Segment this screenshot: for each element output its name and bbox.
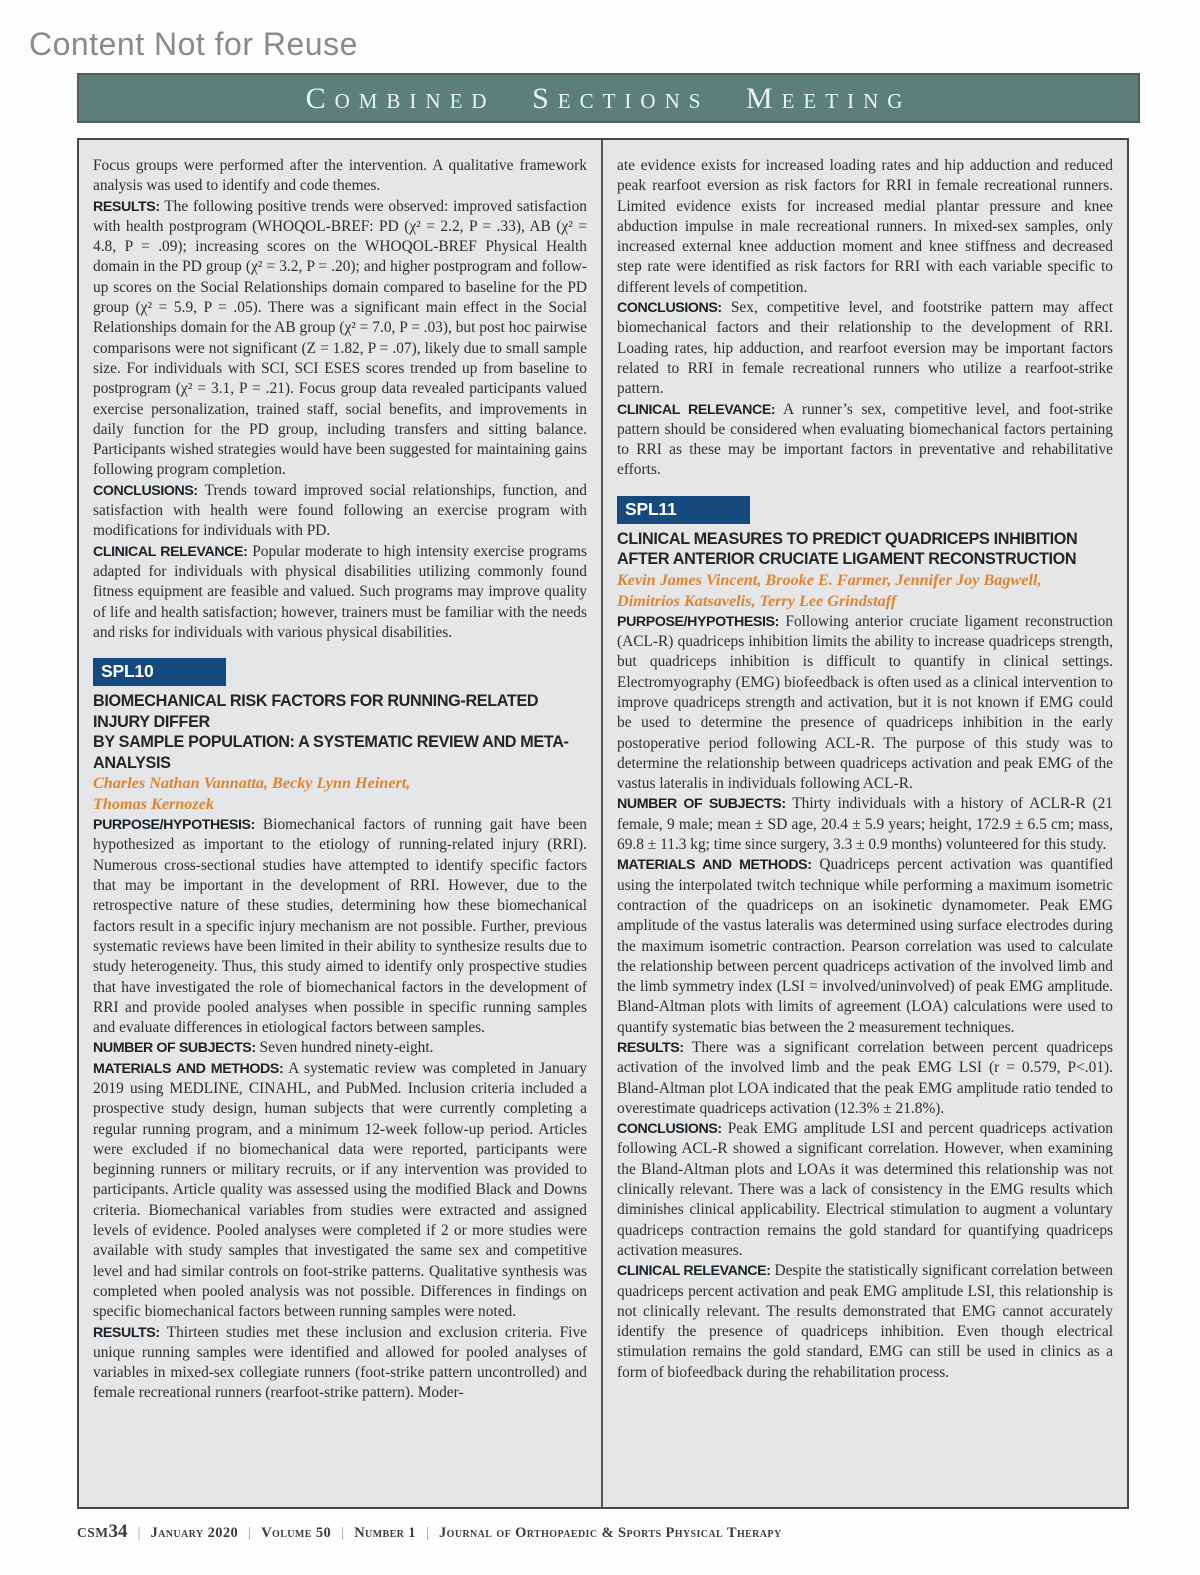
- footer-journal-title: Journal of Orthopaedic & Sports Physical Therapy: [438, 1525, 782, 1541]
- paragraph-text: Despite the statistically significant correlation between quadriceps percent activation and peak EMG amplitude LSI, this relationship is not clinically relevant. The results demonstrated that EMG cannot accurately identify the presence of quadriceps inhibition. Even though electrical stimulation remains the gold standard, EMG can still be used in clinics as a form of biofeedback during the rehabilitation process.: [617, 1262, 1113, 1381]
- abstract-id: SPL11: [625, 498, 677, 519]
- paragraph-text: The following positive trends were observed: improved satisfaction with health postprogram (WHOQOL-BREF: PD (χ² = 2.2, P = .33), AB (χ² = 4.8, P = .09); increasing scores on the WHOQOL-BREF Physical Health domain in the PD group (χ² = 3.2, P = .20); and higher postprogram and follow-up scores on the Social Relationships domain compared to baseline for the PD group (χ² = 5.9, P = .05). There was a significant main effect in the Social Relationships domain for the AB group (χ² = 7.0, P = .03), but post hoc pairwise comparisons were not significant (Z = 1.82, P = .07), likely due to small sample size. For individuals with SCI, SCI ESES scores trended up from baseline to postprogram (χ² = 3.1, P = .21). Focus group data revealed participants valued exercise personalization, trained staff, social benefits, and improvements in daily function for the PD group, including transfers and sitting balance. Participants wished strategies would have been suggested for maintaining gains following program completion.: [93, 197, 587, 479]
- abstract-title-line: AFTER ANTERIOR CRUCIATE LIGAMENT RECONSTRUCTION: [617, 550, 1077, 569]
- abstract-title-line: BY SAMPLE POPULATION: A SYSTEMATIC REVIEW AND META-ANALYSIS: [93, 733, 569, 772]
- abstract-id-badge-spl11: [617, 496, 750, 524]
- footer-separator: |: [425, 1525, 429, 1541]
- paragraph-text: A runner’s sex, competitive level, and foot-strike pattern should be considered when evaluating biomechanical factors pertaining to RRI as these may be important factors in preventative and rehabilitative efforts.: [617, 400, 1113, 479]
- section-label: CLINICAL RELEVANCE:: [617, 1263, 771, 1280]
- paragraph-text: Following anterior cruciate ligament reconstruction (ACL-R) quadriceps inhibition limits the ability to increase quadriceps strength, but quadriceps inhibition is difficult to quantify in clinical settings. Electromyography (EMG) biofeedback is often used as a clinical intervention to improve quadriceps strength and activation, but it is not known if EMG could be used to determine the presence of quadriceps inhibition in the early postoperative period following ACL-R. The purpose of this study was to determine the relationship between quadriceps activation and peak EMG of the vastus lateralis in individuals following ACL-R.: [617, 612, 1113, 793]
- abstract-title: [617, 529, 1113, 570]
- column-left: [79, 140, 603, 1507]
- paragraph-text: Peak EMG amplitude LSI and percent quadriceps activation following ACL-R showed a significant correlation. However, when examining the Bland-Altman plots and LOAs it was determined this relationship was not clinically relevant. There was a lack of consistency in the EMG results which diminishes clinical applicability. Electrical stimulation to augment a voluntary quadriceps contraction remains the gold standard for quantifying quadriceps activation measures.: [617, 1120, 1113, 1259]
- section-label: MATERIALS AND METHODS:: [93, 1060, 284, 1077]
- paragraph-text: Popular moderate to high intensity exercise programs adapted for individuals with physical disabilities utilizing commonly found fitness equipment are feasible and valued. Such programs may improve quality of life and health satisfaction; however, trainers must be familiar with the needs and risks for individuals with various physical disabilities.: [93, 542, 587, 641]
- section-label: NUMBER OF SUBJECTS:: [617, 796, 786, 813]
- author-line: Dimitrios Katsavelis, Terry Lee Grindstaff: [617, 591, 897, 610]
- paragraph-text: Biomechanical factors of running gait have been hypothesized as important to the etiology of running-related injury (RRI). Numerous cross-sectional studies have attempted to identify specific factors that may be important in the development of RRI. However, due to the retrospective nature of these studies, determining how these biomechanical factors result in a specific injury mechanism are not possible. Further, previous systematic reviews have been limited in their ability to synthesize results due to study heterogeneity. Thus, this study aimed to identify only prospective studies that have investigated the role of biomechanical factors in the development of RRI and provide pooled analyses when possible in specific running samples and evaluate differences in etiological factors between samples.: [93, 816, 587, 1037]
- paragraph-clinical-relevance: [93, 542, 587, 643]
- footer-number: Number 1: [354, 1525, 416, 1541]
- paragraph-text: Seven hundred ninety-eight.: [259, 1039, 434, 1057]
- section-label: RESULTS:: [617, 1039, 684, 1056]
- footer: [77, 1521, 782, 1543]
- section-label: CONCLUSIONS:: [617, 300, 722, 317]
- section-label: CONCLUSIONS:: [617, 1121, 722, 1138]
- paragraph-subjects: [93, 1038, 587, 1058]
- footer-page-num: 34: [108, 1521, 128, 1542]
- paragraph-subjects: [617, 794, 1113, 855]
- author-line: Kevin James Vincent, Brooke E. Farmer, Jennifer Joy Bagwell,: [617, 570, 1042, 589]
- section-label: NUMBER OF SUBJECTS:: [93, 1040, 256, 1057]
- footer-issue-date: January 2020: [150, 1525, 239, 1541]
- section-label: PURPOSE/HYPOTHESIS:: [93, 817, 255, 834]
- paragraph-results: [93, 1323, 587, 1404]
- paragraph-text: Trends toward improved social relationships, function, and satisfaction with health were found following an exercise program with modifications for individuals with PD.: [93, 481, 587, 540]
- column-right: [603, 140, 1127, 1507]
- footer-separator: |: [341, 1525, 345, 1541]
- abstract-id: SPL10: [101, 661, 154, 682]
- footer-page-prefix: CSM: [77, 1525, 109, 1540]
- paragraph-text: Thirty individuals with a history of ACLR-R (21 female, 9 male; mean ± SD age, 20.4 ± 5.9 years; height, 172.9 ± 6.5 cm; mass, 69.8 ± 11.3 kg; time since surgery, 3.3 ± 0.9 months) volunteered for this study.: [617, 795, 1113, 854]
- abstracts-panel: [77, 138, 1129, 1509]
- footer-separator: |: [248, 1525, 252, 1541]
- paragraph-text: Thirteen studies met these inclusion and exclusion criteria. Five unique running samples were identified and allowed for pooled analyses of variables in mixed-sex collegiate runners (foot-strike pattern uncontrolled) and female recreational runners (rearfoot-strike pattern). Moder-: [93, 1323, 587, 1402]
- section-label: MATERIALS AND METHODS:: [617, 857, 812, 874]
- footer-volume: Volume 50: [261, 1525, 332, 1541]
- section-label: PURPOSE/HYPOTHESIS:: [617, 613, 779, 630]
- abstract-title-line: CLINICAL MEASURES TO PREDICT QUADRICEPS INHIBITION: [617, 529, 1078, 548]
- banner-title: Combined Sections Meeting: [305, 82, 912, 115]
- author-line: Thomas Kernozek: [93, 795, 214, 814]
- section-banner: [77, 73, 1140, 123]
- abstract-title-line: BIOMECHANICAL RISK FACTORS FOR RUNNING-RELATED INJURY DIFFER: [93, 692, 539, 731]
- abstract-title: [93, 691, 587, 773]
- paragraph-text: Quadriceps percent activation was quantified using the interpolated twitch technique while performing a maximum isometric contraction of the quadriceps on an isokinetic dynamometer. Peak EMG amplitude of the vastus lateralis was determined using surface electrodes during the maximum isometric contraction. Pearson correlation was used to calculate the relationship between percent quadriceps activation of the involved limb and the limb symmetry index (LSI = involved/uninvolved) of peak EMG amplitude. Bland-Altman plots with limits of agreement (LOA) calculations were used to quantify systematic bias between the 2 measurement techniques.: [617, 856, 1113, 1036]
- paragraph-clinical-relevance: [617, 1261, 1113, 1383]
- paragraph-results: [93, 197, 587, 481]
- abstract-authors: [617, 570, 1113, 612]
- abstract-id-badge-spl10: [93, 658, 226, 686]
- paragraph-continuation: [93, 156, 587, 197]
- paragraph-text: ate evidence exists for increased loading rates and hip adduction and reduced peak rearfoot eversion as risk factors for RRI in female recreational runners. Limited evidence exists for increased medial plantar pressure and knee abduction impulse in male recreational runners. In mixed-sex samples, only increased external knee adduction moment and knee stiffness and decreased step rate were identified as risk factors for RRI with each variable specific to different levels of competition.: [617, 157, 1113, 296]
- paragraph-methods: [617, 855, 1113, 1038]
- footer-separator: |: [137, 1525, 141, 1541]
- paragraph-text: There was a significant correlation between percent quadriceps activation of the involved limb and the peak EMG LSI (r = 0.579, P<.01). Bland-Altman plot LOA indicated that the peak EMG amplitude ratio tended to overestimate quadriceps activation (12.3% ± 21.8%).: [617, 1038, 1113, 1117]
- paragraph-conclusions: [617, 1119, 1113, 1261]
- paragraph-text: Sex, competitive level, and footstrike pattern may affect biomechanical factors and their relationship to the development of RRI. Loading rates, hip adduction, and rearfoot eversion may be important factors related to RRI in female recreational runners who utilize a rearfoot-strike pattern.: [617, 299, 1113, 398]
- paragraph-continuation: [617, 156, 1113, 298]
- section-label: CLINICAL RELEVANCE:: [617, 401, 776, 418]
- section-label: CLINICAL RELEVANCE:: [93, 543, 248, 560]
- paragraph-conclusions: [93, 481, 587, 542]
- abstract-authors: [93, 773, 587, 815]
- author-line: Charles Nathan Vannatta, Becky Lynn Heinert,: [93, 774, 411, 793]
- paragraph-text: Focus groups were performed after the intervention. A qualitative framework analysis was used to identify and code themes.: [93, 157, 587, 195]
- paragraph-text: A systematic review was completed in January 2019 using MEDLINE, CINAHL, and PubMed. Inclusion criteria included a prospective study design, human subjects that were currently completing a regular running program, and a minimum 12-week follow-up period. Articles were excluded if no biomechanical data were reported, participants were beginning runners or military recruits, or if any intervention was provided to participants. Article quality was assessed using the modified Black and Downs criteria. Biomechanical variables from studies were extracted and assigned levels of evidence. Pooled analyses were completed if 2 or more studies were available with study samples that investigated the same sex and competitive level and had similar controls on foot-strike patterns. Qualitative synthesis was completed when pooled analysis was not possible. Differences in findings on specific biomechanical factors between running samples were noted.: [93, 1059, 587, 1321]
- footer-page-number: [77, 1521, 128, 1543]
- paragraph-purpose: [93, 815, 587, 1038]
- section-label: CONCLUSIONS:: [93, 482, 198, 499]
- paragraph-results: [617, 1038, 1113, 1119]
- paragraph-purpose: [617, 612, 1113, 795]
- paragraph-methods: [93, 1059, 587, 1323]
- section-label: RESULTS:: [93, 1324, 160, 1341]
- paragraph-clinical-relevance: [617, 400, 1113, 481]
- paragraph-conclusions: [617, 298, 1113, 399]
- section-label: RESULTS:: [93, 198, 160, 215]
- watermark: Content Not for Reuse: [29, 26, 358, 62]
